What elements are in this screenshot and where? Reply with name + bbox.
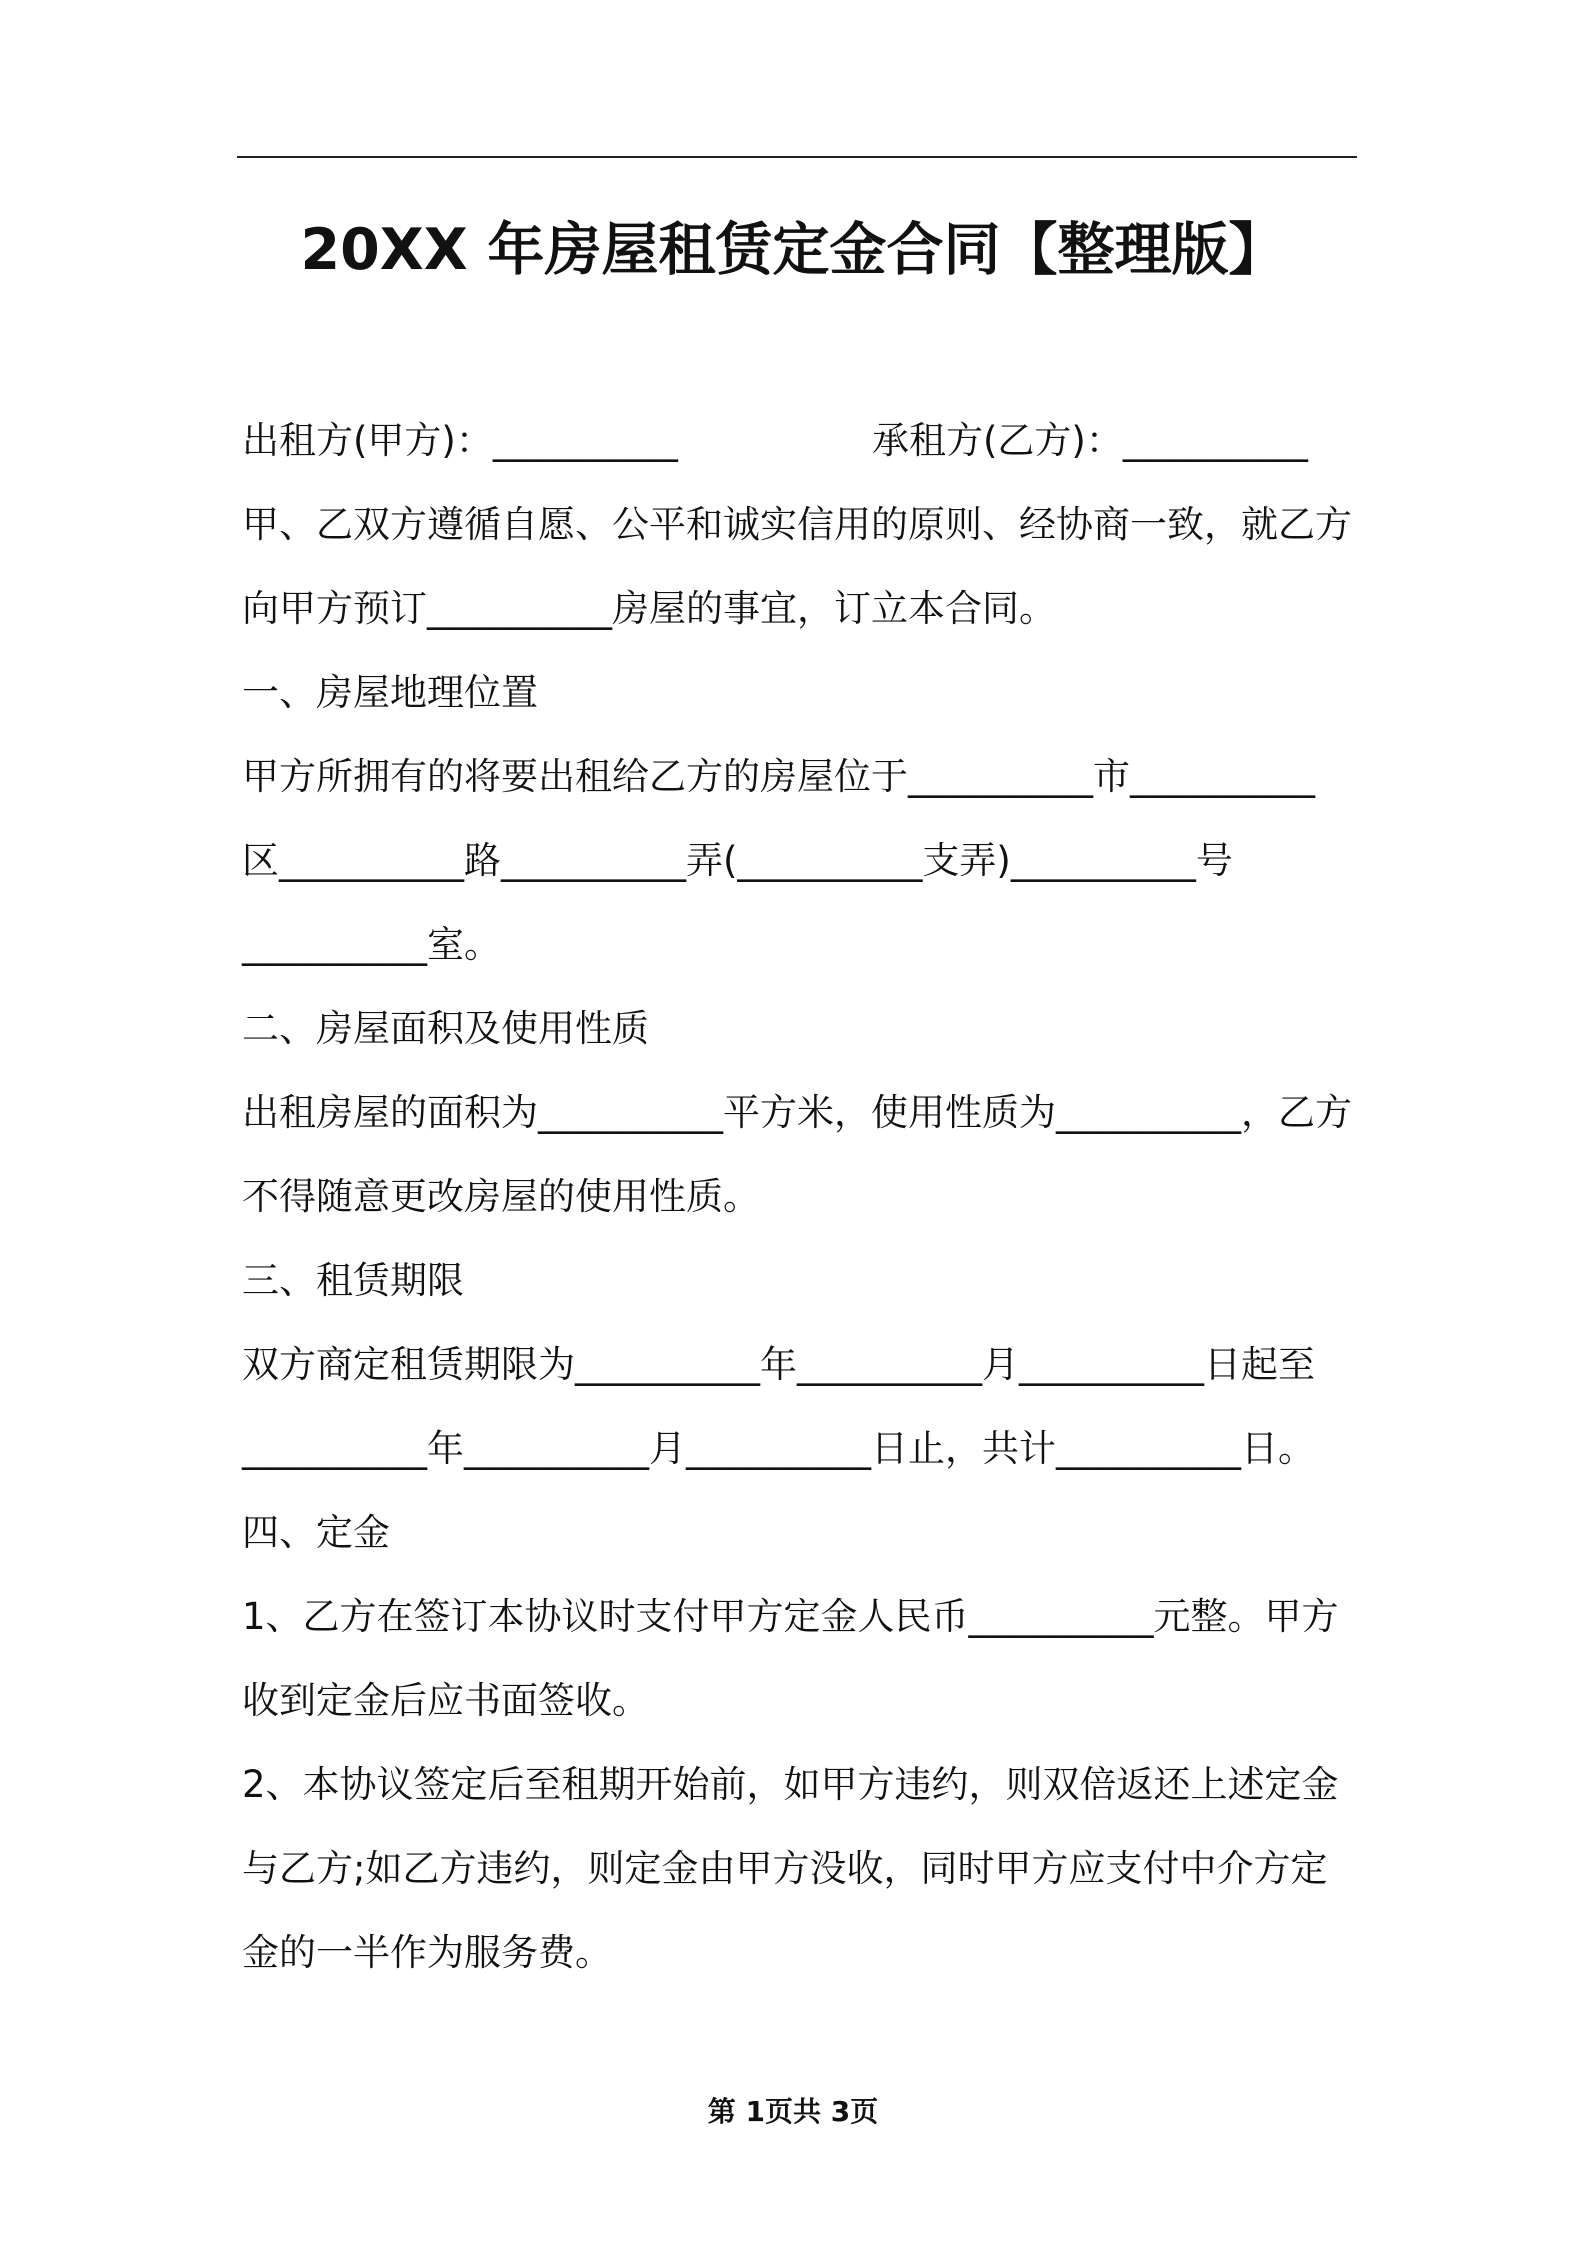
intro-line-1: 甲、乙双方遵循自愿、公平和诚实信用的原则、经协商一致，就乙方 [242, 503, 1352, 546]
section-heading-area: 二、房屋面积及使用性质 [242, 1007, 649, 1050]
area-line-1: 出租房屋的面积为__________平方米，使用性质为__________，乙方 [242, 1091, 1352, 1134]
area-line-2: 不得随意更改房屋的使用性质。 [242, 1175, 760, 1218]
location-line-3: __________室。 [242, 923, 501, 966]
section-heading-deposit: 四、定金 [242, 1511, 390, 1554]
section-heading-term: 三、租赁期限 [242, 1259, 464, 1302]
intro-line-2: 向甲方预订__________房屋的事宜，订立本合同。 [242, 587, 1056, 630]
location-line-2: 区__________路__________弄(__________支弄)__________号 [242, 839, 1233, 882]
deposit-line-1: 1、乙方在签订本协议时支付甲方定金人民币__________元整。甲方 [242, 1595, 1339, 1638]
parties-row [242, 399, 1362, 483]
header-rule [237, 156, 1357, 158]
lessor-field: 出租方(甲方)：__________ [242, 419, 678, 462]
document-body [242, 399, 1362, 1995]
lessee-field: 承租方(乙方)：__________ [872, 419, 1308, 462]
document-title: 20XX 年房屋租赁定金合同【整理版】 [300, 217, 1286, 283]
deposit-line-2: 收到定金后应书面签收。 [242, 1679, 649, 1722]
section-heading-location: 一、房屋地理位置 [242, 671, 538, 714]
term-line-2: __________年__________月__________日止，共计__________日。 [242, 1427, 1315, 1470]
deposit-line-4: 与乙方;如乙方违约，则定金由甲方没收，同时甲方应支付中介方定 [242, 1847, 1328, 1890]
location-line-1: 甲方所拥有的将要出租给乙方的房屋位于__________市__________ [242, 755, 1315, 798]
deposit-line-3: 2、本协议签定后至租期开始前，如甲方违约，则双倍返还上述定金 [242, 1763, 1339, 1806]
deposit-line-5: 金的一半作为服务费。 [242, 1931, 612, 1974]
page-footer: 第 1页共 3页 [707, 2095, 879, 2128]
term-line-1: 双方商定租赁期限为__________年__________月__________日起至 [242, 1343, 1315, 1386]
